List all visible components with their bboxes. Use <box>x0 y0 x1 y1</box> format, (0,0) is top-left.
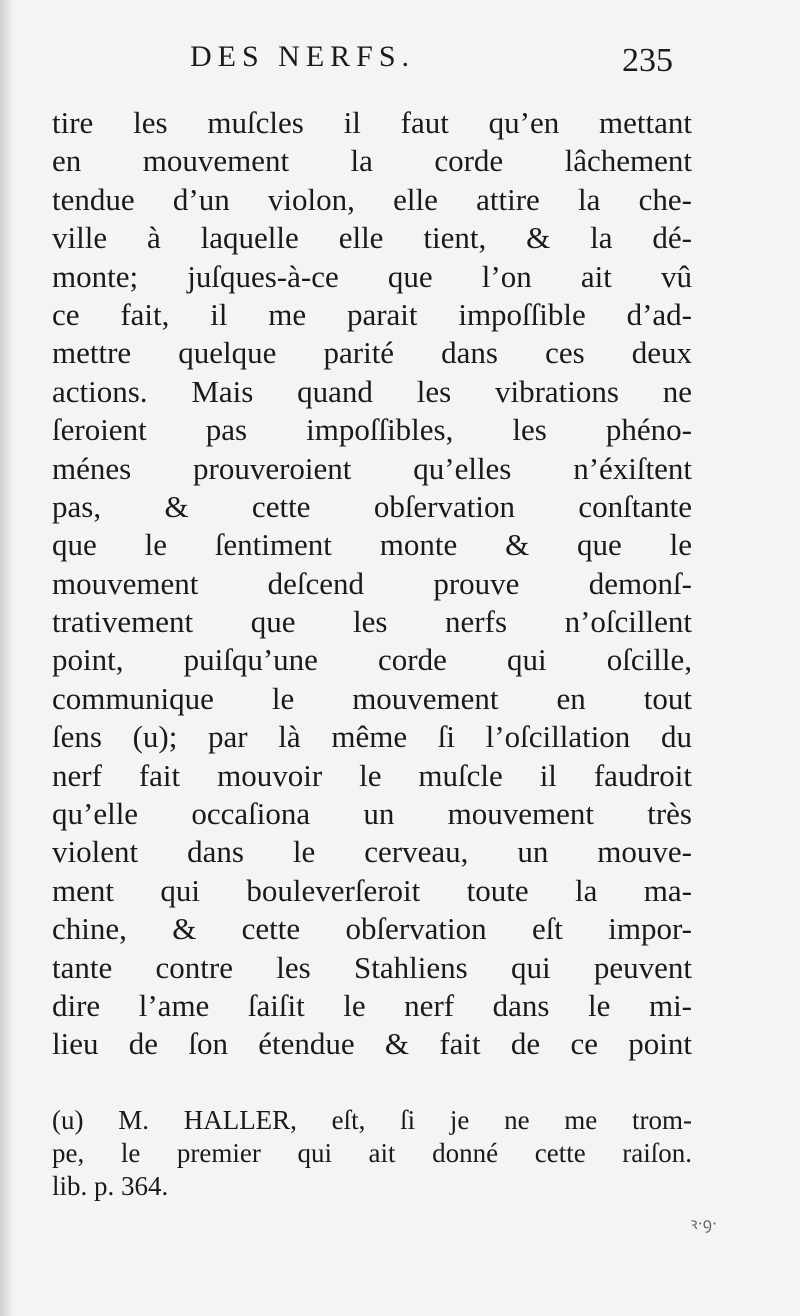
text-line: mettre quelque parité dans ces deux <box>52 335 692 371</box>
text-line: nerf fait mouvoir le muſcle il faudroit <box>52 757 692 793</box>
text-line: monte; juſques-à-ce que l’on ait vû <box>52 258 692 294</box>
text-line: tante contre les Stahliens qui peuvent <box>52 949 692 985</box>
text-line: que le ſentiment monte & que le <box>52 527 692 563</box>
ink-speck: ꝛ·ꝯ· <box>690 1214 718 1233</box>
text-line: ce fait, il me parait impoſſible d’ad- <box>52 296 692 332</box>
text-line: point, puiſqu’une corde qui oſcille, <box>52 642 692 678</box>
text-line: ville à laquelle elle tient, & la dé- <box>52 220 692 256</box>
page-number: 235 <box>622 42 673 79</box>
footnote-line: lib. p. 364. <box>52 1171 169 1201</box>
page-gutter-shadow <box>0 0 14 1316</box>
text-line: lieu de ſon étendue & fait de ce point <box>52 1026 692 1062</box>
text-line: ment qui bouleverſeroit toute la ma- <box>52 872 692 908</box>
text-line: ménes prouveroient qu’elles n’éxiſtent <box>52 450 692 486</box>
text-line: dire l’ame ſaiſit le nerf dans le mi- <box>52 987 692 1023</box>
text-line: tendue d’un violon, elle attire la che- <box>52 181 692 217</box>
footnote <box>52 1104 692 1203</box>
text-line: mouvement deſcend prouve demonſ- <box>52 565 692 601</box>
text-line: ſeroient pas impoſſibles, les phéno- <box>52 412 692 448</box>
text-line: actions. Mais quand les vibrations ne <box>52 373 692 409</box>
text-line: pas, & cette obſervation conſtante <box>52 488 692 524</box>
body-text <box>52 104 692 1064</box>
text-line: qu’elle occaſiona un mouvement très <box>52 796 692 832</box>
running-title: DES NERFS. <box>190 40 416 73</box>
text-line: trativement que les nerfs n’oſcillent <box>52 604 692 640</box>
footnote-line: pe, le premier qui ait donné cette raiſon. <box>52 1138 692 1168</box>
text-line: violent dans le cerveau, un mouve- <box>52 834 692 870</box>
page-header <box>0 36 800 86</box>
text-line: en mouvement la corde lâchement <box>52 143 692 179</box>
text-line: tire les muſcles il faut qu’en mettant <box>52 105 692 140</box>
footnote-line: (u) M. HALLER, eſt, ſi je ne me trom- <box>52 1105 692 1135</box>
text-line: communique le mouvement en tout <box>52 680 692 716</box>
text-line: chine, & cette obſervation eſt impor- <box>52 911 692 947</box>
text-line: ſens (u); par là même ſi l’oſcillation du <box>52 719 692 755</box>
